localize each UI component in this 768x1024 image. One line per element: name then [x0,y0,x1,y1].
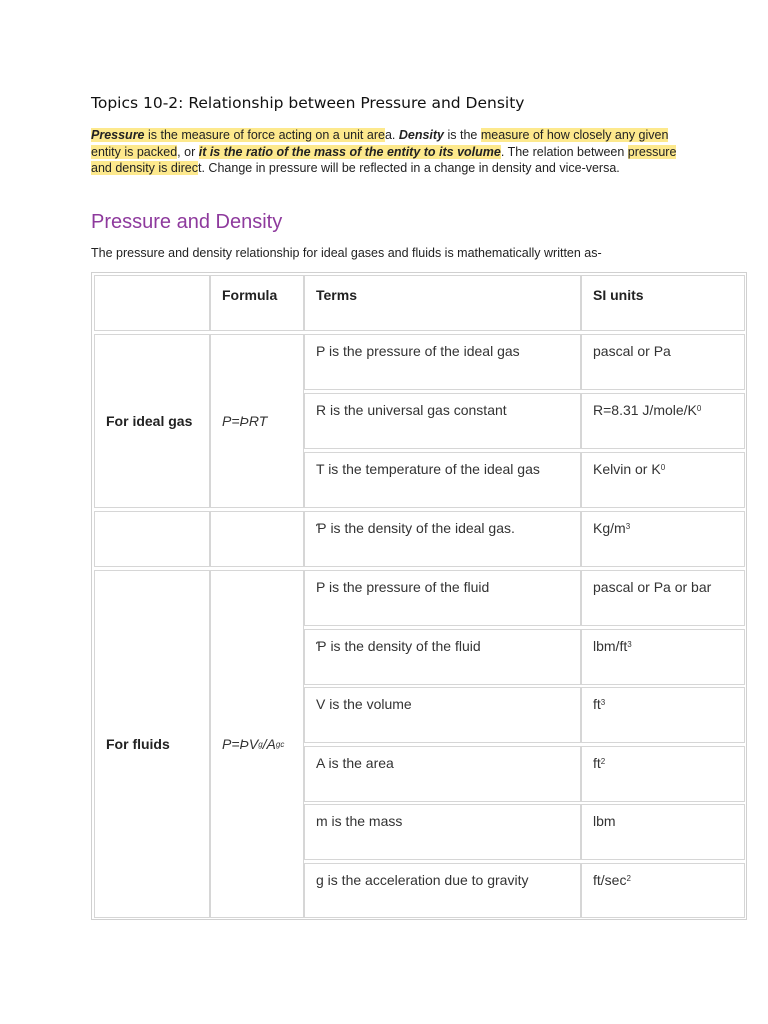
pressure-definition: is the measure of force acting on a unit are [144,128,385,142]
intro-paragraph [91,127,681,177]
pressure-density-table [91,272,747,920]
ideal-gas-label: For ideal gas [94,334,210,508]
page-title: Topics 10-2: Relationship between Pressure and Density [91,94,525,112]
intro-text: , or [177,144,199,159]
header-empty-cell [94,275,210,331]
pressure-term: Pressure [91,128,145,142]
unit-cell: $ft^2$ [581,746,745,802]
header-formula: Formula [210,275,304,331]
term-cell: R is the universal gas constant [304,393,581,449]
empty-cell [210,511,304,567]
term-cell: P is the pressure of the ideal gas [304,334,581,390]
density-definition: measure of how closely any given entity is packed [91,128,669,159]
lead-text: The pressure and density relationship for ideal gases and fluids is mathematically written as- [91,246,602,260]
ideal-gas-formula: P=ÞRT [210,334,304,508]
term-cell: g is the acceleration due to gravity [304,863,581,918]
density-ratio-definition: it is the ratio of the mass of the entity to its volume [198,144,501,159]
relation-highlight: pressure and density is direc [91,144,677,175]
term-cell: P is the pressure of the fluid [304,570,581,626]
term-cell: Ƥ is the density of the ideal gas. [304,511,581,567]
intro-text: . The relation between [500,144,628,159]
unit-cell: $ft/\sec^2$ [581,863,745,918]
term-cell: V is the volume [304,687,581,743]
intro-text: a. [384,128,396,142]
unit-cell: lbm [581,804,745,860]
fluids-formula: P=ÞV g /A gc [210,570,304,918]
unit-cell: R=8.31 $J/mole/K^0$ [581,393,745,449]
intro-text: t. Change in pressure will be reflected in a change in density and vice-versa. [198,161,620,175]
header-terms: Terms [304,275,581,331]
unit-cell: pascal or Pa [581,334,745,390]
density-term: Density [398,128,445,142]
term-cell: T is the temperature of the ideal gas [304,452,581,508]
section-heading: Pressure and Density [91,211,283,233]
empty-cell [94,511,210,567]
term-cell: Ƥ is the density of the fluid [304,629,581,685]
fluids-label: For fluids [94,570,210,918]
term-cell: m is the mass [304,804,581,860]
header-si-units: SI units [581,275,745,331]
unit-cell: Kelvin or $K^0$ [581,452,745,508]
unit-cell: lbm/$ft^3$ [581,629,745,685]
term-cell: A is the area [304,746,581,802]
unit-cell: pascal or Pa or bar [581,570,745,626]
unit-cell: $ft^3$ [581,687,745,743]
intro-text: is the [444,128,481,142]
unit-cell: $Kg/m^3$ [581,511,745,567]
